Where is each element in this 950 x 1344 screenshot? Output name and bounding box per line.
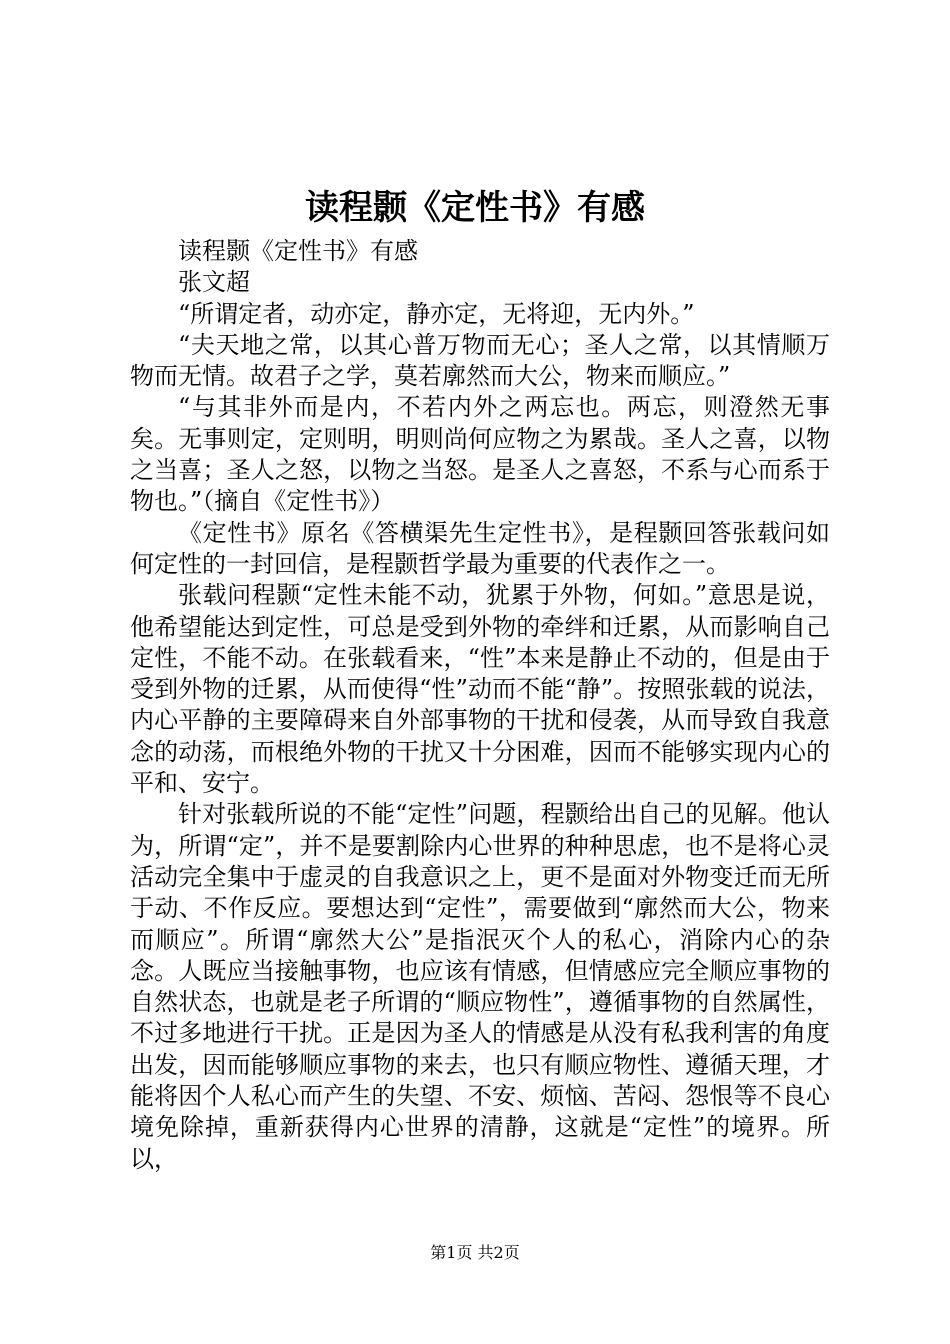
document-body bbox=[130, 236, 830, 1175]
paragraph-quote-1: “所谓定者，动亦定，静亦定，无将迎，无内外。” bbox=[178, 299, 695, 328]
paragraph-intro: 《定性书》原名《答横渠先生定性书》，是程颢回答张载问如何定性的一封回信，是程颢哲学最为重要的代表作之一。 bbox=[130, 518, 830, 578]
paragraph-chenghao: 针对张载所说的不能“定性”问题，程颢给出自己的见解。他认为，所谓“定”，并不是要割除内心世界的种种思虑，也不是将心灵活动完全集中于虚灵的自我意识之上，更不是面对外物变迁而无所于动、不作反应。要想达到“定性”，需要做到“廓然而大公，物来而顺应”。所谓“廓然大公”是指泯灭个人的私心，消除内心的杂念。人既应当接触事物，也应该有情感，但情感应完全顺应事物的自然状态，也就是老子所谓的“顺应物性”，遵循事物的自然属性，不过多地进行干扰。正是因为圣人的情感是从没有私我利害的角度出发，因而能够顺应事物的来去，也只有顺应物性、遵循天理，才能将因个人私心而产生的失望、不安、烦恼、苦闷、怨恨等不良心境免除掉，重新获得内心世界的清静，这就是“定性”的境界。所以， bbox=[130, 800, 830, 1173]
paragraph-author: 张文超 bbox=[178, 268, 250, 297]
paragraph-subtitle: 读程颢《定性书》有感 bbox=[178, 237, 418, 265]
paragraph-quote-3: “与其非外而是内，不若内外之两忘也。两忘，则澄然无事矣。无事则定，定则明，明则尚何应物之为累哉。圣人之喜，以物之当喜；圣人之怒，以物之当怒。是圣人之喜怒，不系与心而系于物也。”（摘自《定性书》） bbox=[130, 393, 830, 516]
paragraph-quote-2: “夫天地之常，以其心普万物而无心；圣人之常，以其情顺万物而无情。故君子之学，莫若廓然而大公，物来而顺应。” bbox=[130, 330, 830, 391]
document-title: 读程颢《定性书》有感 bbox=[305, 188, 645, 228]
page-footer: 第1页 共2页 bbox=[430, 1243, 520, 1262]
paragraph-zhangzai: 张载问程颢“定性未能不动，犹累于外物，何如。”意思是说，他希望能达到定性，可总是受到外物的牵绊和迁累，从而影响自己定性，不能不动。在张载看来，“性”本来是静止不动的，但是由于受到外物的迁累，从而使得“性”动而不能“静”。按照张载的说法，内心平静的主要障碍来自外部事物的干扰和侵袭，从而导致自我意念的动荡，而根绝外物的干扰又十分困难，因而不能够实现内心的平和、安宁。 bbox=[130, 581, 830, 798]
